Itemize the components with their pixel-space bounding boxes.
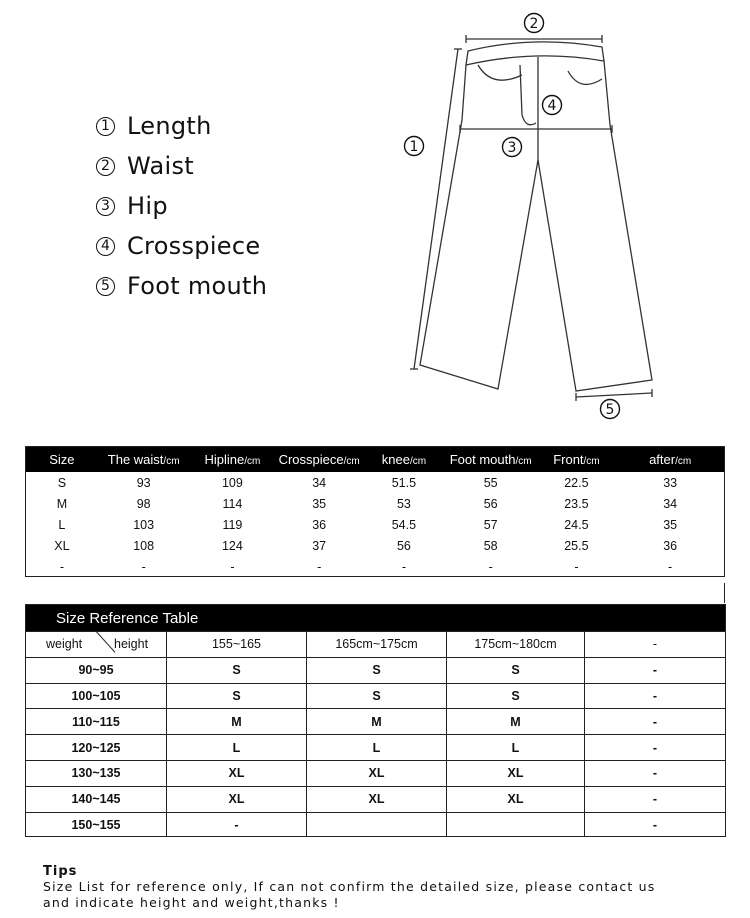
marker-foot-mouth: 5 xyxy=(605,402,615,418)
pants-left-outline xyxy=(420,65,538,389)
table-cell: 24.5 xyxy=(564,517,589,532)
height-label: height xyxy=(114,637,149,651)
header-size: Size xyxy=(49,452,75,467)
reference-table-title: Size Reference Table xyxy=(26,605,725,631)
table-cell: 98 xyxy=(136,496,151,511)
table-cell: - xyxy=(584,787,725,812)
table-cell: XL xyxy=(446,787,584,812)
table-cell: XL xyxy=(306,787,446,812)
table-cell: 124 xyxy=(221,538,243,553)
divider-line xyxy=(724,583,725,603)
table-cell: XL xyxy=(54,538,70,553)
header-waist: The waist/cm xyxy=(107,452,180,467)
weight-label: weight xyxy=(46,637,83,651)
header-hipline: Hipline/cm xyxy=(204,452,261,467)
size-reference-table xyxy=(25,604,726,837)
table-cell: M xyxy=(56,496,68,511)
table-cell: S xyxy=(57,475,67,490)
table-cell: 56 xyxy=(483,496,498,511)
measurement-table-header xyxy=(26,447,724,472)
height-header: 175cm~180cm xyxy=(446,632,584,657)
table-cell: S xyxy=(166,658,306,683)
legend-item-waist xyxy=(96,146,267,186)
table-cell: - xyxy=(584,709,725,734)
table-cell: 36 xyxy=(312,517,327,532)
fly-line xyxy=(520,65,536,125)
table-cell: - xyxy=(668,559,673,574)
weight-cell: 140~145 xyxy=(71,792,121,807)
table-cell: 25.5 xyxy=(564,538,589,553)
length-measure-line xyxy=(414,49,458,369)
legend-item-length xyxy=(96,106,267,146)
marker-waist: 2 xyxy=(529,16,539,32)
tips-title: Tips xyxy=(43,864,78,879)
table-row xyxy=(26,812,725,838)
legend-item-foot-mouth xyxy=(96,266,267,306)
table-cell: 23.5 xyxy=(564,496,589,511)
height-header: 155~165 xyxy=(166,632,306,657)
header-front: Front/cm xyxy=(553,452,600,467)
marker-hip: 3 xyxy=(507,140,517,156)
table-row xyxy=(26,514,724,535)
legend-item-crosspiece xyxy=(96,226,267,266)
table-cell: - xyxy=(584,761,725,786)
table-cell xyxy=(446,813,584,838)
legend-label: Foot mouth xyxy=(127,272,268,300)
header-after: after/cm xyxy=(649,452,692,467)
table-cell: XL xyxy=(306,761,446,786)
table-cell: XL xyxy=(166,761,306,786)
foot-mouth-measure-line xyxy=(576,393,652,397)
table-row xyxy=(26,786,725,812)
number-badge: 3 xyxy=(96,197,115,216)
table-cell: S xyxy=(446,684,584,709)
table-cell: 119 xyxy=(222,517,243,532)
table-cell: XL xyxy=(166,787,306,812)
legend-label: Hip xyxy=(127,192,168,220)
corner-cell xyxy=(26,632,166,657)
weight-cell: 100~105 xyxy=(71,688,121,703)
table-row xyxy=(26,472,724,493)
table-cell: 34 xyxy=(663,496,678,511)
corner-diagonal xyxy=(96,631,115,652)
table-row xyxy=(26,708,725,734)
table-cell: 33 xyxy=(663,475,678,490)
number-badge: 4 xyxy=(96,237,115,256)
table-cell: 54.5 xyxy=(391,517,417,532)
legend-label: Waist xyxy=(127,152,194,180)
reference-header-row xyxy=(26,631,725,657)
table-cell: 36 xyxy=(663,538,678,553)
table-cell: 58 xyxy=(483,538,498,553)
table-cell: 37 xyxy=(312,538,327,553)
table-cell: - xyxy=(574,559,579,574)
table-row xyxy=(26,760,725,786)
legend-label: Length xyxy=(127,112,212,140)
table-cell: S xyxy=(306,658,446,683)
table-cell: - xyxy=(584,813,725,838)
right-pocket xyxy=(568,71,602,84)
table-cell: - xyxy=(59,559,64,574)
table-cell xyxy=(306,813,446,838)
table-cell: - xyxy=(141,559,146,574)
header-crosspiece: Crosspiece/cm xyxy=(278,452,360,467)
height-header: 165cm~175cm xyxy=(306,632,446,657)
tips-text-line: and indicate height and weight,thanks ! xyxy=(43,895,340,910)
table-cell: 53 xyxy=(396,496,411,511)
table-cell: S xyxy=(166,684,306,709)
weight-cell: 150~155 xyxy=(71,817,121,832)
number-badge: 2 xyxy=(96,157,115,176)
number-badge: 1 xyxy=(96,117,115,136)
table-cell: L xyxy=(446,735,584,760)
header-foot-mouth: Foot mouth/cm xyxy=(449,452,532,467)
table-cell: - xyxy=(230,559,235,574)
measurement-legend xyxy=(96,106,267,306)
table-cell: 93 xyxy=(136,475,151,490)
header-knee: knee/cm xyxy=(381,452,427,467)
table-cell: XL xyxy=(446,761,584,786)
legend-label: Crosspiece xyxy=(127,232,261,260)
table-cell: 103 xyxy=(133,517,155,532)
table-cell: L xyxy=(58,517,66,532)
weight-cell: 110~115 xyxy=(72,714,120,729)
table-cell: S xyxy=(306,684,446,709)
table-row xyxy=(26,535,724,556)
table-cell: M xyxy=(306,709,446,734)
table-cell: - xyxy=(401,559,406,574)
weight-cell: 90~95 xyxy=(78,663,114,678)
measurement-table xyxy=(25,446,725,577)
table-cell: - xyxy=(584,658,725,683)
table-cell: 35 xyxy=(663,517,678,532)
left-pocket xyxy=(478,65,522,80)
pants-diagram xyxy=(380,5,680,435)
number-badge: 5 xyxy=(96,277,115,296)
weight-cell: 130~135 xyxy=(71,766,121,781)
table-row xyxy=(26,493,724,514)
table-row xyxy=(26,683,725,709)
table-cell: M xyxy=(446,709,584,734)
tips-section xyxy=(43,864,656,911)
table-cell: M xyxy=(166,709,306,734)
legend-item-hip xyxy=(96,186,267,226)
table-row xyxy=(26,734,725,760)
table-cell: 51.5 xyxy=(391,475,417,490)
table-cell: 114 xyxy=(222,496,243,511)
table-cell: 35 xyxy=(312,496,327,511)
table-cell: 55 xyxy=(483,475,498,490)
table-row xyxy=(26,657,725,683)
table-cell: 109 xyxy=(221,475,243,490)
table-cell: - xyxy=(166,813,306,838)
weight-cell: 120~125 xyxy=(71,740,121,755)
table-cell: - xyxy=(317,559,322,574)
tips-text-line: Size List for reference only, If can not confirm the detailed size, please contact us xyxy=(43,879,656,894)
table-row xyxy=(26,556,724,577)
table-cell: 108 xyxy=(133,538,155,553)
table-cell: - xyxy=(584,735,725,760)
table-cell: L xyxy=(166,735,306,760)
table-cell: L xyxy=(306,735,446,760)
marker-length: 1 xyxy=(409,139,419,155)
marker-crosspiece: 4 xyxy=(547,98,557,114)
table-cell: - xyxy=(488,559,493,574)
table-cell: - xyxy=(584,684,725,709)
waistband-outline xyxy=(466,42,604,65)
height-header: - xyxy=(584,632,725,657)
table-cell: 34 xyxy=(312,475,327,490)
table-cell: 22.5 xyxy=(564,475,589,490)
table-cell: 57 xyxy=(483,517,498,532)
table-cell: 56 xyxy=(396,538,411,553)
table-cell: S xyxy=(446,658,584,683)
